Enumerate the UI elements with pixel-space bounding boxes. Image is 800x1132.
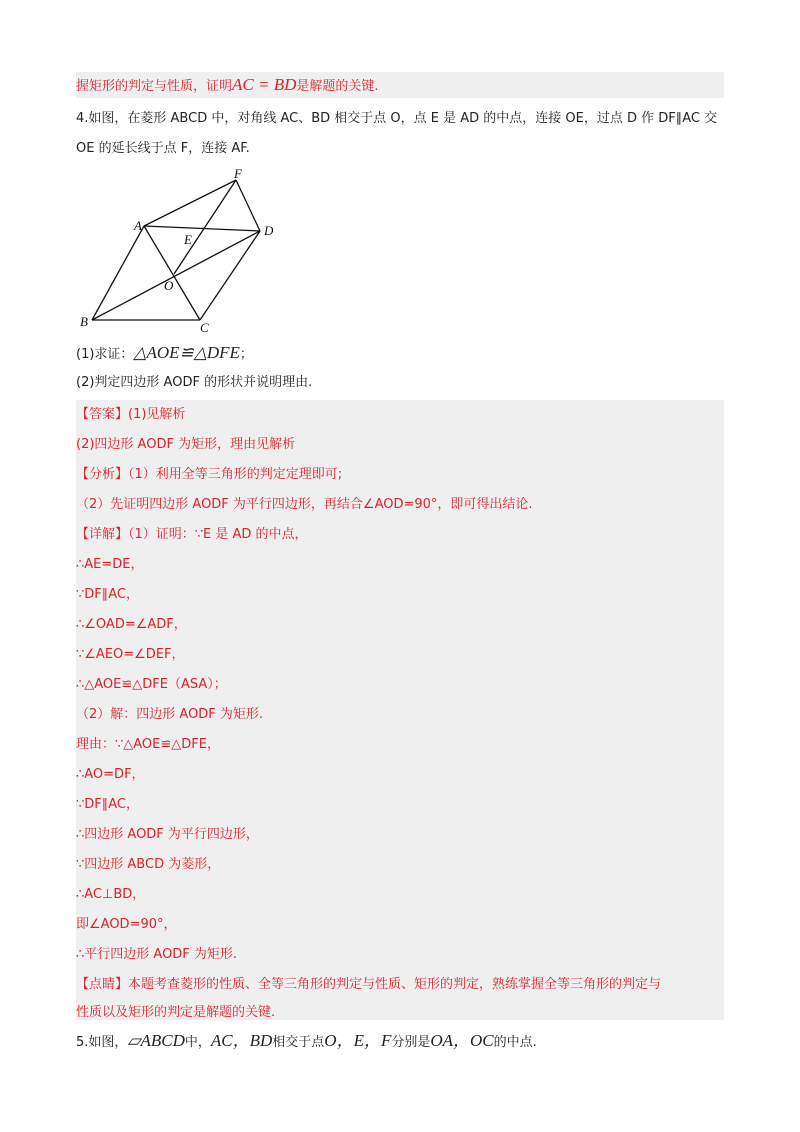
edge-ad bbox=[144, 226, 260, 231]
solution-line: ∴四边形 AODF 为平行四边形， bbox=[76, 827, 259, 842]
question-1-text: (1)求证： bbox=[76, 347, 134, 362]
question-1-end: ； bbox=[239, 347, 253, 362]
solution-line: ∵∠AEO=∠DEF， bbox=[76, 647, 185, 662]
problem5-text: 分别是 bbox=[391, 1035, 431, 1050]
problem4-line2: OE 的延长线于点 F，连接 AF. bbox=[76, 141, 250, 156]
label-o: O bbox=[164, 278, 174, 293]
edge-cd bbox=[200, 231, 260, 320]
segment-af bbox=[144, 180, 236, 226]
problem5-math-parallelogram: ▱ABCD bbox=[127, 1031, 185, 1050]
label-f: F bbox=[234, 166, 242, 181]
segment-fd bbox=[236, 180, 260, 231]
solution-line: 【详解】（1）证明：∵E 是 AD 的中点， bbox=[76, 527, 308, 542]
problem5-text: 5.如图， bbox=[76, 1035, 128, 1050]
question-2: (2)判定四边形 AODF 的形状并说明理由. bbox=[76, 375, 313, 390]
solution-line: 【分析】（1）利用全等三角形的判定定理即可; bbox=[76, 467, 343, 482]
solution-line: ∴AO=DF， bbox=[76, 767, 145, 782]
label-a: A bbox=[134, 218, 142, 233]
solution-line: ∵四边形 ABCD 为菱形， bbox=[76, 857, 221, 872]
solution-line: ∵DF∥AC， bbox=[76, 587, 140, 602]
problem5-math-segments: OA，OC bbox=[430, 1031, 494, 1050]
question-1 bbox=[76, 338, 253, 368]
top-line-text-end: 是解题的关键. bbox=[296, 79, 379, 94]
solution-line: （2）解：四边形 AODF 为矩形. bbox=[76, 707, 264, 722]
solution-line: 理由：∵△AOE≌△DFE， bbox=[76, 737, 220, 752]
solution-line: ∴平行四边形 AODF 为矩形. bbox=[76, 947, 238, 962]
question-1-math: △AOE≌△DFE bbox=[133, 343, 240, 362]
comment-line-2: 性质以及矩形的判定是解题的关键. bbox=[76, 1005, 276, 1020]
top-line-math: AC = BD bbox=[232, 75, 297, 94]
solution-line: ∴∠OAD=∠ADF， bbox=[76, 617, 187, 632]
problem5-math-points: O，E，F bbox=[324, 1031, 392, 1050]
label-b: B bbox=[80, 314, 88, 329]
solution-line: ∴AE=DE， bbox=[76, 557, 144, 572]
solution-line: (2)四边形 AODF 为矩形，理由见解析 bbox=[76, 437, 296, 452]
label-e: E bbox=[184, 232, 192, 247]
solution-line: ∵DF∥AC， bbox=[76, 797, 140, 812]
label-d: D bbox=[264, 223, 274, 238]
problem5-text: 中， bbox=[184, 1035, 211, 1050]
solution-line: 即∠AOD=90°， bbox=[76, 917, 177, 932]
solution-line: （2）先证明四边形 AODF 为平行四边形，再结合∠AOD=90°，即可得出结论. bbox=[76, 497, 533, 512]
label-c: C bbox=[200, 320, 209, 335]
solution-line: 【答案】(1)见解析 bbox=[76, 407, 186, 422]
top-continuation-line bbox=[76, 70, 379, 100]
solution-line: ∴AC⊥BD， bbox=[76, 887, 146, 902]
rhombus-figure bbox=[76, 164, 296, 336]
comment-line-1: 【点睛】本题考查菱形的性质、全等三角形的判定与性质、矩形的判定，熟练掌握全等三角形的判定与 bbox=[76, 977, 662, 992]
top-line-text: 握矩形的判定与性质，证明 bbox=[76, 79, 233, 94]
problem5-line bbox=[76, 1026, 537, 1056]
problem5-text: 相交于点 bbox=[272, 1035, 325, 1050]
solution-line: ∴△AOE≌△DFE（ASA）； bbox=[76, 677, 227, 692]
problem4-line1: 4.如图，在菱形 ABCD 中，对角线 AC、BD 相交于点 O，点 E 是 AD 的中点，连接 OE，过点 D 作 DF∥AC 交 bbox=[76, 111, 718, 126]
problem5-text-end: 的中点. bbox=[493, 1035, 537, 1050]
problem5-math-diagonals: AC，BD bbox=[210, 1031, 273, 1050]
